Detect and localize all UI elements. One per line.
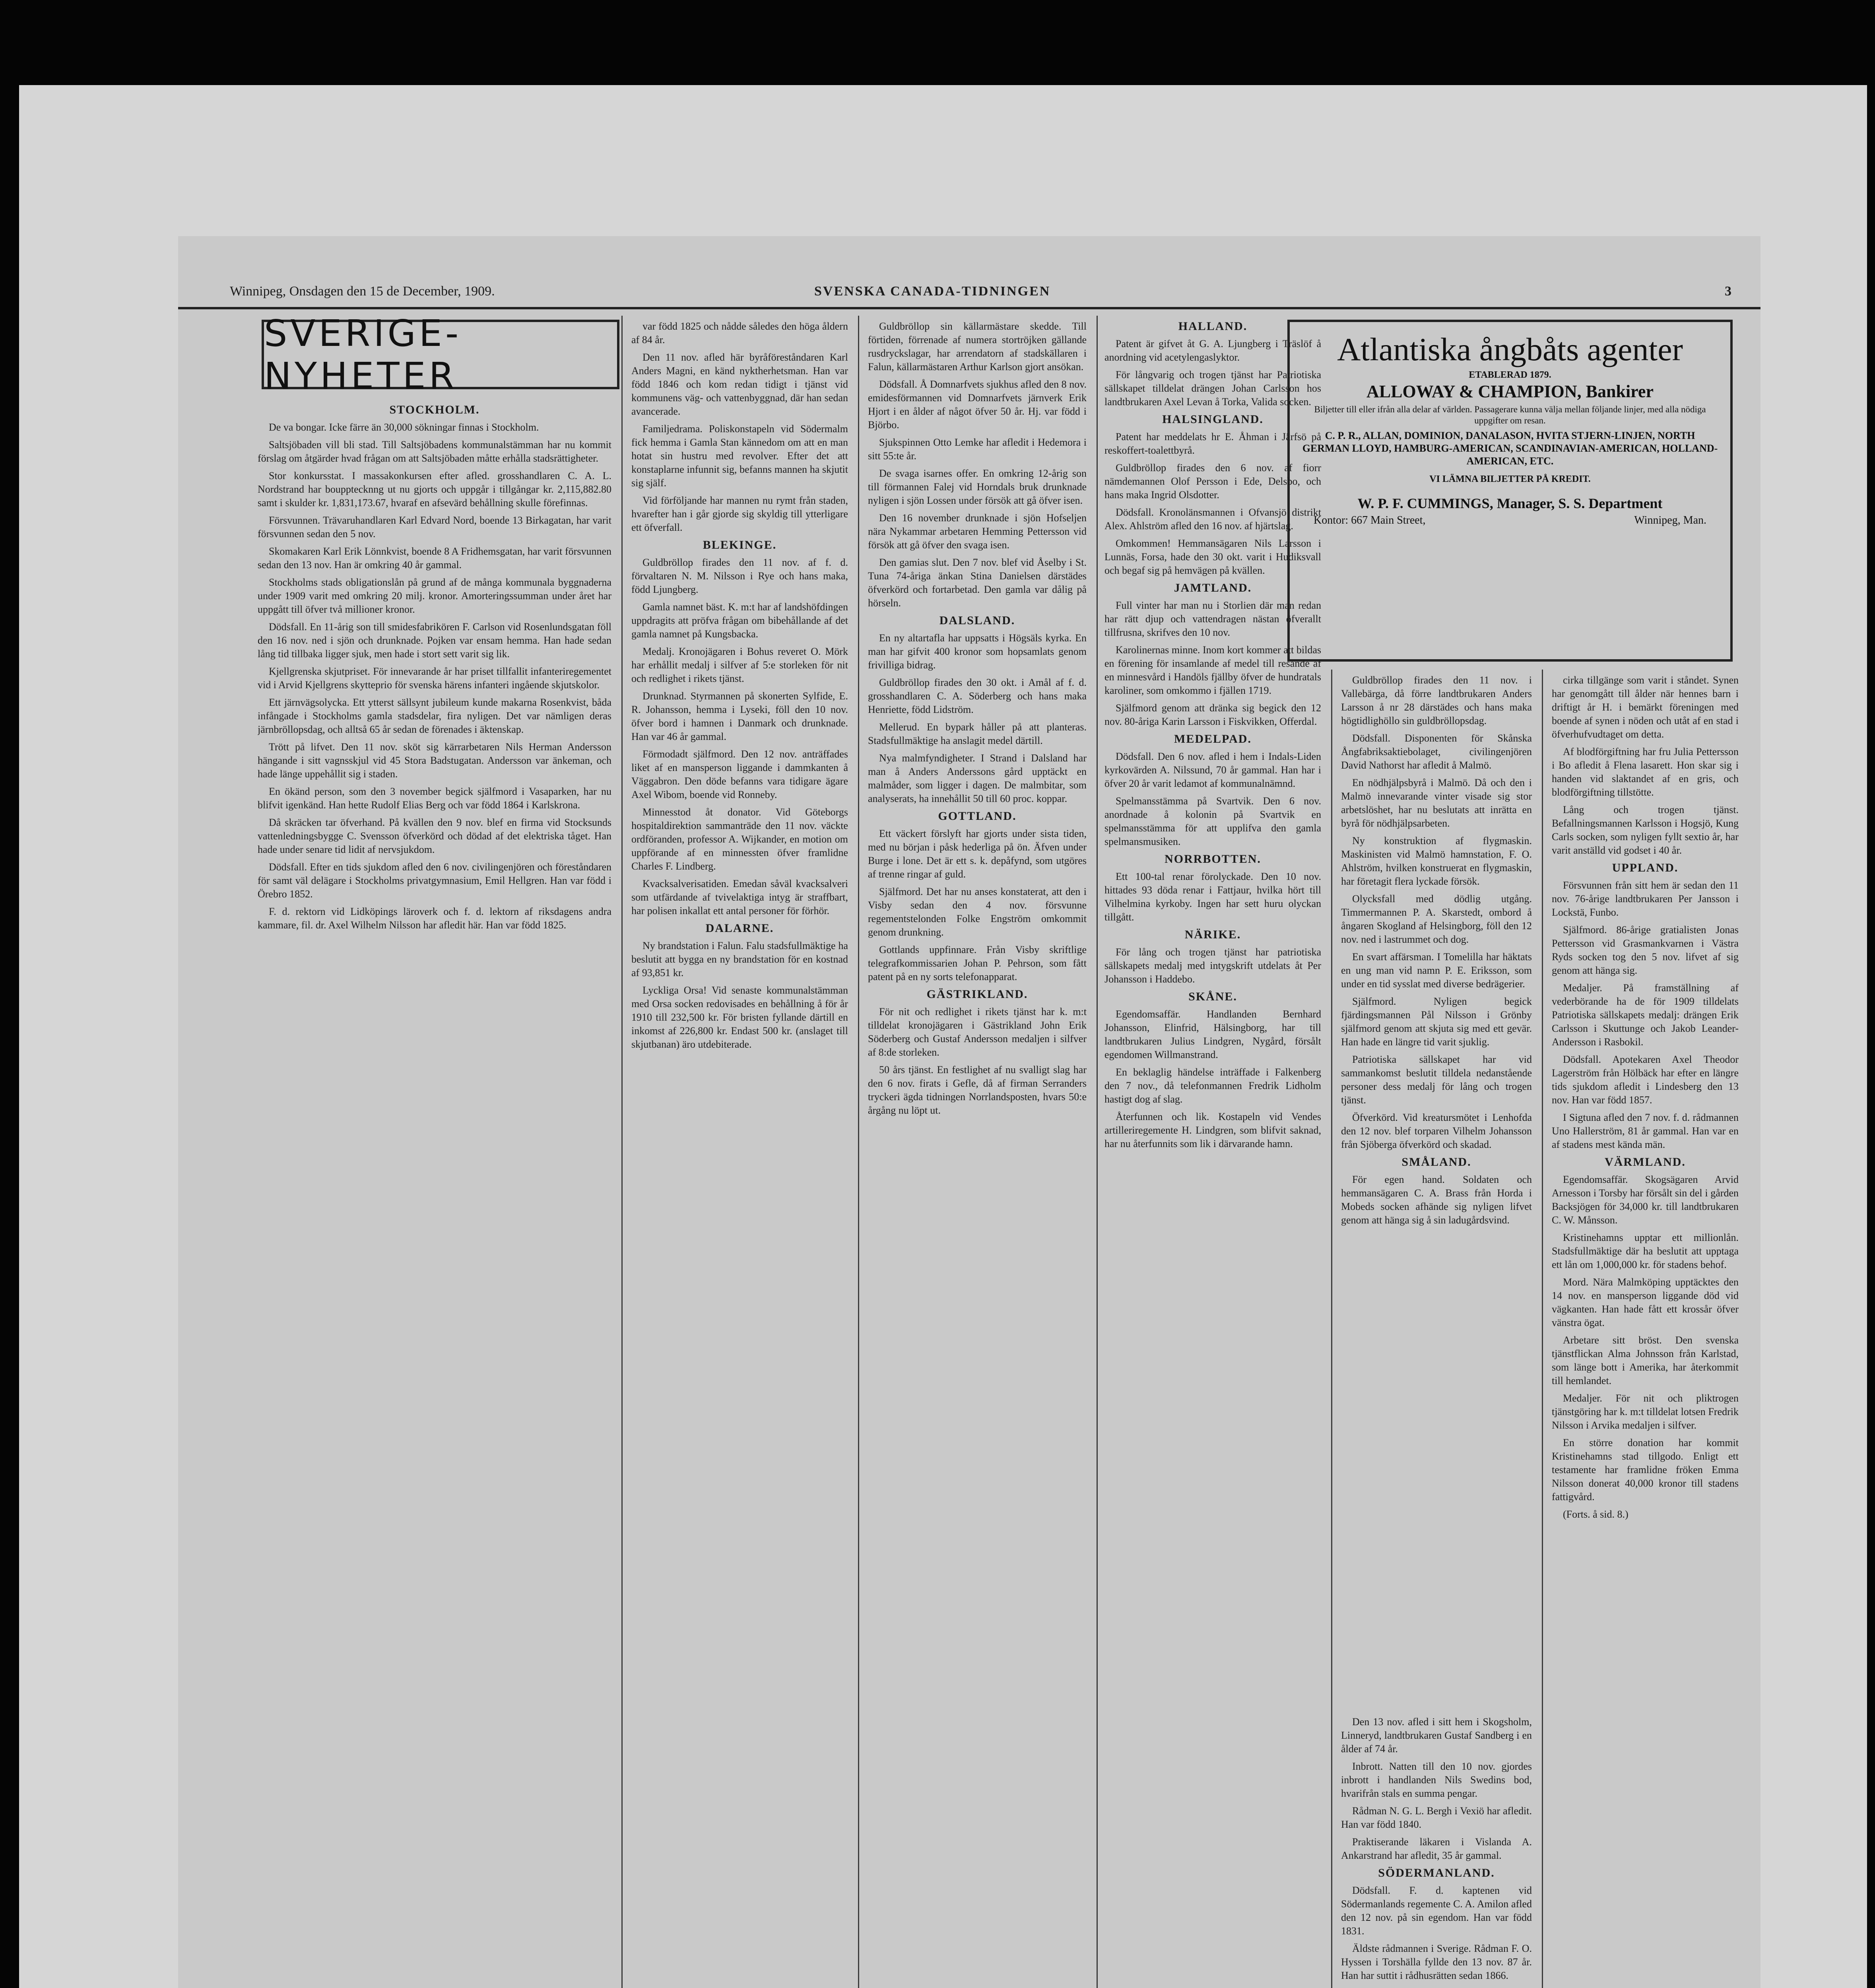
news-paragraph: Dödsfall. Kronolänsmannen i Ofvansjö distrikt Alex. Ahlström afled den 16 nov. af hjärtslag. (1104, 507, 1321, 532)
news-paragraph: Skomakaren Karl Erik Lönnkvist, boende 8 A Fridhemsgatan, har varit försvunnen sedan den 13 nov. Han är omkring 40 år gammal. (258, 546, 611, 571)
news-paragraph: Den gamias slut. Den 7 nov. blef vid Åselby i St. Tuna 74-åriga änkan Stina Danielsen därstädes öfverkörd och fortarbetad. Den gamla var dålig på hörseln. (868, 557, 1087, 609)
news-paragraph: Rådman N. G. L. Bergh i Vexiö har afledit. Han var född 1840. (1341, 1805, 1532, 1830)
news-paragraph: Sjukspinnen Otto Lemke har afledit i Hedemora i sitt 55:te år. (868, 437, 1087, 462)
news-paragraph: Guldbröllop firades den 30 okt. i Amål af f. d. grosshandlaren C. A. Söderberg och hans maka Henriette, född Lidström. (868, 677, 1087, 715)
section-heading: BLEKINGE. (703, 538, 777, 551)
news-paragraph: Dödsfall. F. d. kaptenen vid Södermanlands regemente C. A. Amilon afled den 12 nov. på sin egendom. Han var född 1831. (1341, 1885, 1532, 1937)
column-3 (868, 320, 1087, 1988)
section-heading: SMÅLAND. (1401, 1155, 1471, 1169)
news-paragraph: Mord. Nära Malmköping upptäcktes den 14 nov. en mansperson liggande död vid vägkanten. Han hade fått ett krossår öfver vänstra ögat. (1552, 1276, 1739, 1328)
news-paragraph: Medaljer. För nit och pliktrogen tjänstgöring har k. m:t tilldelat lotsen Fredrik Nilsson i Arvika medaljen i silfver. (1552, 1392, 1739, 1431)
section-heading: JAMTLAND. (1174, 581, 1252, 594)
news-paragraph: Mellerud. En bypark håller på att planteras. Stadsfullmäktige ha anslagit medel därtill. (868, 721, 1087, 746)
news-paragraph: F. d. rektorn vid Lidköpings läroverk och f. d. lektorn af riksdagens andra kammare, fil. dr. Axel Wilhelm Nilsson har afledit här. Han var född 1825. (258, 906, 611, 931)
ad-city: Winnipeg, Man. (1634, 514, 1706, 526)
ad-intro: Biljetter till eller ifrån alla delar af världen. Passagerare kunna välja mellan följande linjer, med alla nödiga uppgifter om resan. (1314, 404, 1706, 425)
news-paragraph: Vid förföljande har mannen nu rymt från staden, hvarefter han i går gjorde sig skyldig till ytterligare ett öfverfall. (631, 495, 848, 533)
column-divider (1542, 670, 1543, 1988)
news-paragraph: De va bongar. Icke färre än 30,000 sökningar finnas i Stockholm. (269, 421, 539, 433)
news-paragraph: Olycksfall med dödlig utgång. Timmermannen P. A. Skarstedt, ombord å ångaren Skogland af Helsingborg, föll den 12 nov. ned i lastrummet och dog. (1341, 893, 1532, 945)
news-paragraph: Guldbröllop firades den 6 nov. af fiorr nämdemannen Olof Persson i Ede, Delsbo, och hans maka Ingrid Olsdotter. (1104, 462, 1321, 501)
news-paragraph: Ett 100-tal renar förolyckade. Den 10 nov. hittades 93 döda renar i Fattjaur, hvilka hört till Vilhelmina kyrkoby. Ingen har sett huru olyckan tillgått. (1104, 871, 1321, 923)
news-paragraph: Trött på lifvet. Den 11 nov. sköt sig kärrarbetaren Nils Herman Andersson hängande i sitt vagnsskjul vid 45 Stora Badstugatan. Andersson var änkeman, och hade länge uppehållit sig i staden. (258, 741, 611, 780)
news-paragraph: Ett väckert förslyft har gjorts under sista tiden, med nu början i påsk hederliga på ön. Äfven under Burge i lone. Det är ett s. k. depåfynd, som utgöres af trenne ringar af guld. (868, 828, 1087, 880)
news-paragraph: En ökänd person, som den 3 november begick själfmord i Vasaparken, har nu blifvit igenkänd. Han hette Rudolf Elias Berg och var född 1864 i Karlskrona. (258, 786, 611, 811)
news-paragraph: var född 1825 och nådde således den höga åldern af 84 år. (631, 320, 848, 346)
ad-firm: ALLOWAY & CHAMPION, Bankirer (1366, 382, 1654, 401)
ad-established: ETABLERAD 1879. (1469, 370, 1551, 380)
news-paragraph: För lång och trogen tjänst har patriotiska sällskapets medalj med intygskrift utdelats åt Per Johansson i Haddebo. (1104, 946, 1321, 985)
news-paragraph: (Forts. å sid. 8.) (1563, 1508, 1628, 1520)
dateline: Winnipeg, Onsdagen den 15 de December, 1909. (230, 284, 495, 299)
section-heading: MEDELPAD. (1174, 732, 1252, 746)
news-paragraph: Patent är gifvet åt G. A. Ljungberg i Träslöf å anordning vid acetylengaslyktor. (1104, 338, 1321, 363)
news-paragraph: Patent har meddelats hr E. Åhman i Järfsö på reskoffert-toalettbyrå. (1104, 431, 1321, 456)
news-paragraph: Arbetare sitt bröst. Den svenska tjänstflickan Alma Johnsson från Karlstad, som länge bott i Amerika, har återkommit till hemlandet. (1552, 1334, 1739, 1386)
news-paragraph: Gottlands uppfinnare. Från Visby skriftlige telegrafkommissarien Johan P. Pehrson, som fått patent på en ny sorts telefonapparat. (868, 944, 1087, 982)
column-divider (621, 316, 623, 1988)
news-paragraph: Spelmansstämma på Svartvik. Den 6 nov. anordnade å kolonin på Svartvik en spelmansstämma för att upplifva den gamla spelmansmusiken. (1104, 795, 1321, 847)
news-paragraph: Ett järnvägsolycka. Ett ytterst sällsynt jubileum kunde makarna Rosenkvist, båda infångade i Stockholms gamla stadsdelar, fira nyligen. Det var nämligen deras järnbröllopsdag, och alltså 65 år sedan de förenades i äktenskap. (258, 697, 611, 735)
column-divider (1331, 670, 1332, 1988)
news-paragraph: Lång och trogen tjänst. Befallningsmannen Karlsson i Hogsjö, Kung Carls socken, som nyligen fyllt sextio år, har varit anställd vid godset i 40 år. (1552, 804, 1739, 856)
column-5 (1341, 674, 1532, 1707)
news-paragraph: Förmodadt själfmord. Den 12 nov. anträffades liket af en mansperson liggande i dammkanten å Väggabron. Den döde befanns vara tidigare ägare Axel Wibom, boende vid Ronneby. (631, 748, 848, 800)
column-6 (1552, 674, 1739, 1988)
news-paragraph: En större donation har kommit Kristinehamns stad tillgodo. Enligt ett testamente har framlidne fröken Emma Nilsson donerat 40,000 kronor till stadens fattigvård. (1552, 1437, 1739, 1503)
section-heading: GÄSTRIKLAND. (926, 988, 1028, 1001)
column-4 (1104, 320, 1321, 1988)
column-5-continued (1341, 1715, 1532, 1988)
news-paragraph: Dödsfall. Efter en tids sjukdom afled den 6 nov. civilingenjören och föreståndaren för samt väl delägare i Stockholms privatgymnasium, Emil Hellgren. Han var född i Örebro 1852. (258, 861, 611, 900)
news-paragraph: Den 13 nov. afled i sitt hem i Skogsholm, Linneryd, landtbrukaren Gustaf Sandberg i en ålder af 74 år. (1341, 1716, 1532, 1755)
microfilm-frame (19, 85, 1867, 1988)
shipping-agents-advertisement (1287, 320, 1733, 662)
news-paragraph: För egen hand. Soldaten och hemmansägaren C. A. Brass från Horda i Mobeds socken afhände sig nyligen lifvet genom att hänga sig å sin ladugårdsvind. (1341, 1174, 1532, 1226)
ad-address (1290, 512, 1730, 529)
ad-office: Kontor: 667 Main Street, (1314, 514, 1426, 526)
news-paragraph: Praktiserande läkaren i Vislanda A. Ankarstrand har afledit, 35 år gammal. (1341, 1836, 1532, 1861)
news-paragraph: cirka tillgänge som varit i ståndet. Synen har genomgått till ålder när hennes barn i driftigt år H. i bemärkt föreningen med boende af synen i nöden och utåt af en stad i öfverhufvudtaget om detta. (1552, 674, 1739, 740)
section-heading: VÄRMLAND. (1605, 1155, 1686, 1169)
news-paragraph: Själfmord. Nyligen begick fjärdingsmannen Pål Nilsson i Grönby själfmord genom att skjuta sig med ett gevär. Han hade en längre tid varit sjuklig. (1341, 996, 1532, 1048)
news-paragraph: Dödsfall. Den 6 nov. afled i hem i Indals-Liden kyrkovärden A. Nilssund, 70 år gammal. Han har i öfver 20 år varit ledamot af kommunalnämnd. (1104, 751, 1321, 789)
news-paragraph: Återfunnen och lik. Kostapeln vid Vendes artilleriregemente H. Lindgren, som blifvit saknad, har nu återfunnits som lik i därvarande hamn. (1104, 1111, 1321, 1149)
news-paragraph: Inbrott. Natten till den 10 nov. gjordes inbrott i handlanden Nils Swedins bod, hvarifrån stals en summa pengar. (1341, 1761, 1532, 1799)
ad-manager: W. P. F. CUMMINGS, Manager, S. S. Department (1357, 495, 1663, 511)
news-paragraph: Medaljer. På framställning af vederbörande ha de för 1909 tilldelats Patriotiska sällskapets medalj: drängen Erik Carlsson i Skuttunge och Jakob Leander-Andersson i Rasbokil. (1552, 982, 1739, 1048)
column-divider (858, 316, 859, 1988)
news-paragraph: Själfmord. 86-årige gratialisten Jonas Pettersson vid Grasmankvarnen i Västra Ryds socken tog den 5 nov. lifvet af sig genom att hänga sig. (1552, 924, 1739, 976)
page-number: 3 (1725, 284, 1731, 299)
news-paragraph: Patriotiska sällskapet har vid sammankomst beslutit tilldela nedanstående personer dess medalj för lång och trogen tjänst. (1341, 1054, 1532, 1106)
news-paragraph: Stor konkursstat. I massakonkursen efter afled. grosshandlaren C. A. L. Nordstrand har boupptecknng ut nu gjorts och uppgår i tillgångar kr. 2,115,882.80 samt i skulder kr. 1,831,173.67, hvaraf en afsevärd behållning skulle förefinnas. (258, 470, 611, 509)
news-paragraph: Då skräcken tar öfverhand. På kvällen den 9 nov. blef en firma vid Stocksunds vattenledningsbygge C. Svensson öfverkörd och dödad af det elektriska tåget. Han hade under senare tid lidit af nervsjukdom. (258, 817, 611, 855)
news-paragraph: Af blodförgiftning har fru Julia Pettersson i Bo afledit å Flena lasarett. Hon skar sig i handen vid slaktandet af en gris, och blodförgiftning tillstötte. (1552, 746, 1739, 798)
news-paragraph: Ny konstruktion af flygmaskin. Maskinisten vid Malmö hamnstation, F. O. Ahlström, hvilken konstruerat en flygmaskin, har företagit flera lyckade försök. (1341, 835, 1532, 887)
section-heading: SKÅNE. (1188, 990, 1237, 1003)
news-paragraph: 50 års tjänst. En festlighet af nu svalligt slag har den 6 nov. firats i Gefle, då af firman Serranders tryckeri ägda tidningen Norrlandsposten, hvars 50:e årgång nu löpt ut. (868, 1064, 1087, 1116)
news-paragraph: Guldbröllop firades den 11 nov. i Vallebärga, då förre landtbrukaren Anders Larsson å nr 28 därstädes och hans maka högtidlighöllo sin guldbröllopsdag. (1341, 674, 1532, 726)
news-paragraph: För långvarig och trogen tjänst har Patriotiska sällskapet tilldelat drängen Johan Carlsson hos landtbrukaren Axel Levan å Torka, Valida socken. (1104, 369, 1321, 408)
section-title: SVERIGE-NYHETER (264, 312, 462, 397)
column-2 (631, 320, 848, 1988)
news-paragraph: Gamla namnet bäst. K. m:t har af landshöfdingen uppdragits att pröfva frågan om bibehållande af det gamla namnet på Kungsbacka. (631, 601, 848, 640)
section-heading: DALSLAND. (939, 614, 1015, 627)
ad-title: Atlantiska ångbåts agenter (1337, 331, 1683, 367)
section-heading: HALLAND. (1178, 320, 1248, 333)
section-heading: STOCKHOLM. (389, 403, 480, 416)
news-paragraph: Dödsfall. Apotekaren Axel Theodor Lagerström från Hölbäck har efter en längre tids sjukdom afledit i Lindesberg den 13 nov. Han var född 1857. (1552, 1054, 1739, 1106)
news-paragraph: Minnesstod åt donator. Vid Göteborgs hospitaldirektion sammanträde den 11 nov. väckte ordföranden, professor A. Wijkander, en motion om uppförande af en minnessten öfver framlidne Charles F. Lindberg. (631, 806, 848, 872)
ad-credit: VI LÄMNA BILJETTER PÅ KREDIT. (1429, 474, 1591, 484)
news-paragraph: Guldbröllop firades den 11 nov. af f. d. förvaltaren N. M. Nilsson i Rye och hans maka, född Ljungberg. (631, 557, 848, 595)
news-paragraph: Kjellgrenska skjutpriset. För innevarande år har priset tillfallit infanteriregementet vid i Arvid Kjellgrens skytteprio för svenska härens infanteri ingående skjutskolor. (258, 666, 611, 691)
column-1 (258, 403, 611, 1988)
news-paragraph: Själfmord. Det har nu anses konstaterat, att den i Visby sedan den 4 nov. försvunne regementstelonden Folke Engström omkommit genom drunkning. (868, 886, 1087, 938)
news-paragraph: Drunknad. Styrmannen på skonerten Sylfide, E. R. Johansson, hemma i Lyseki, föll den 10 nov. öfver bord i hamnen i Danmark och drunknade. Han var 46 år gammal. (631, 690, 848, 742)
news-paragraph: Lyckliga Orsa! Vid senaste kommunalstämman med Orsa socken redovisades en behållning å för år 1910 till 232,500 kr. För bristen fyllande därtill en inkomst af 226,800 kr. Endast 500 kr. (anslaget till skjutbanan) äro utdebiterade. (631, 984, 848, 1050)
section-heading: HALSINGLAND. (1162, 413, 1264, 426)
section-heading: NORRBOTTEN. (1165, 852, 1261, 866)
section-heading: DALARNE. (705, 922, 774, 935)
news-paragraph: De svaga isarnes offer. En omkring 12-årig son till förmannen Falej vid Horndals bruk drunknade nyligen i sjön Lossen under försök att gå öfver isen. (868, 468, 1087, 506)
news-paragraph: Själfmord genom att dränka sig begick den 12 nov. 80-åriga Karin Larsson i Fiskvikken, Offerdal. (1104, 702, 1321, 727)
news-paragraph: Karolinernas minne. Inom kort kommer att bildas en förening för insamlande af medel till resande af en minnesvård i Handöls fjällby öfver de hundratals karoliner, som omkommo i fjällen 1719. (1104, 644, 1321, 696)
news-paragraph: Äldste rådmannen i Sverige. Rådman F. O. Hyssen i Torshälla fyllde den 13 nov. 87 år. Han har suttit i rådhusrätten sedan 1866. (1341, 1943, 1532, 1981)
column-divider (1097, 316, 1098, 1988)
news-paragraph: Medalj. Kronojägaren i Bohus reveret O. Mörk har erhållit medalj i silfver af 5:e storleken för nit och redlighet i rikets tjänst. (631, 646, 848, 684)
news-paragraph: Ny brandstation i Falun. Falu stadsfullmäktige ha beslutit att bygga en ny brandstation för en kostnad af 93,851 kr. (631, 940, 848, 978)
ad-lines: C. P. R., ALLAN, DOMINION, DANALASON, HVITA STJERN-LINJEN, NORTH GERMAN LLOYD, HAMBURG-AMERICAN, SCANDINAVIAN-AMERICAN, HOLLAND-AMERICAN, ETC. (1302, 430, 1718, 467)
news-paragraph: Öfverkörd. Vid kreatursmötet i Lenhofda den 12 nov. blef torparen Vilhelm Johansson från Sjöberga öfverkörd och skadad. (1341, 1112, 1532, 1150)
news-paragraph: Dödsfall. Disponenten för Skånska Ångfabriksaktiebolaget, civilingenjören David Nathorst har afledit å Malmö. (1341, 732, 1532, 771)
news-paragraph: Nya malmfyndigheter. I Strand i Dalsland har man å Anders Anderssons gård upptäckt en malmåder, som ligger i dagen. De malmbitar, som analyserats, ha innehållit 50 till 60 proc. koppar. (868, 752, 1087, 804)
news-paragraph: Dödsfall. En 11-årig son till smidesfabrikören F. Carlson vid Rosenlundsgatan föll den 16 nov. ned i sjön och drunknade. Pojken var ensam hemma. Han hade sedan lång tid tillbaka ligger sjuk, men hade i stort sett varit sig lik. (258, 621, 611, 660)
news-paragraph: En ny altartafla har uppsatts i Högsäls kyrka. En man har gifvit 400 kronor som hopsamlats genom frivilliga bidrag. (868, 632, 1087, 671)
news-paragraph: Kristinehamns upptar ett millionlån. Stadsfullmäktige där ha beslutit att upptaga ett lån om 1,000,000 kr. för stadens behof. (1552, 1232, 1739, 1270)
news-paragraph: Omkommen! Hemmansägaren Nils Larsson i Lunnäs, Forsa, hade den 30 okt. varit i Hudiksvall och begaf sig på hemvägen på kvällen. (1104, 538, 1321, 576)
section-heading: GOTTLAND. (938, 810, 1017, 823)
news-paragraph: Försvunnen från sitt hem är sedan den 11 nov. 76-årige landtbrukaren Per Jansson i Lockstä, Funbo. (1552, 879, 1739, 918)
news-paragraph: Stockholms stads obligationslån på grund af de många kommunala byggnaderna under 1909 varit med omkring 20 milj. kronor. Amorteringssumman under året har uppgått till öfver två millioner kronor. (258, 577, 611, 615)
news-paragraph: Saltsjöbaden vill bli stad. Till Saltsjöbadens kommunalstämman har nu kommit förslag om åtgärder hvad frågan om att Saltsjöbaden måtte erhålla stadsrättigheter. (258, 439, 611, 464)
news-paragraph: Full vinter har man nu i Storlien där man redan har rätt djup och vattendragen nästan öfverallt tillfrusna, skrifves den 10 nov. (1104, 600, 1321, 638)
news-paragraph: Egendomsaffär. Skogsägaren Arvid Arnesson i Torsby har försålt sin del i gården Backsjögen för 34,000 kr. till landtbrukaren C. W. Månsson. (1552, 1174, 1739, 1226)
section-heading: NÄRIKE. (1184, 928, 1241, 941)
news-paragraph: En nödhjälpsbyrå i Malmö. Då och den i Malmö innevarande vinter visade sig stor arbetslöshet, har nu beslutats att inrätta en byrå för nödhjälpsarbeten. (1341, 777, 1532, 829)
news-paragraph: För nit och redlighet i rikets tjänst har k. m:t tilldelat kronojägaren i Gästrikland John Erik Söderberg och Gustaf Andersson medaljen i silfver af 8:de storleken. (868, 1006, 1087, 1058)
news-paragraph: I Sigtuna afled den 7 nov. f. d. rådmannen Uno Hallerström, 81 år gammal. Han var en af stadens mest kända män. (1552, 1112, 1739, 1150)
header-rule (178, 307, 1760, 309)
news-paragraph: Guldbröllop sin källarmästare skedde. Till förtiden, förrenade af numera stortröjken gällande rusdryckslagar, har arrendatorn af stadskällaren i Falun, källarmästaren Arthur Karlson gjort ansökan. (868, 320, 1087, 373)
news-paragraph: En svart affärsman. I Tomelilla har häktats en ung man vid namn P. E. Eriksson, som under en tid sysslat med diverse bedrägerier. (1341, 951, 1532, 990)
news-paragraph: Försvunnen. Trävaruhandlaren Karl Edvard Nord, boende 13 Birkagatan, har varit försvunnen sedan den 5 nov. (258, 514, 611, 540)
masthead: SVENSKA CANADA-TIDNINGEN (814, 284, 1051, 299)
section-heading: UPPLAND. (1612, 861, 1679, 874)
section-title-box (262, 312, 619, 397)
news-paragraph: Dödsfall. Å Domnarfvets sjukhus afled den 8 nov. emidesförmannen vid Domnarfvets järnverk Erik Hjort i en ålder af något öfver 50 år. Hj. var född i Björbo. (868, 379, 1087, 431)
news-paragraph: Familjedrama. Poliskonstapeln vid Södermalm fick hemma i Gamla Stan kännedom om att en man hotat sin hustru med revolver. Efter det att konstaplarne infunnit sig, befanns mannen ha skjutit sig själf. (631, 423, 848, 489)
news-paragraph: En beklaglig händelse inträffade i Falkenberg den 7 nov., då telefonmannen Fredrik Lidholm hastigt dog af slag. (1104, 1066, 1321, 1105)
news-paragraph: Egendomsaffär. Handlanden Bernhard Johansson, Elinfrid, Hälsingborg, har till landtbrukaren Julius Lindgren, Nygård, försålt egendomen Willmanstrand. (1104, 1008, 1321, 1060)
news-paragraph: Den 16 november drunknade i sjön Hofseljen nära Nykammar arbetaren Hemming Pettersson vid försök att gå öfver den svaga isen. (868, 512, 1087, 551)
section-heading: SÖDERMANLAND. (1378, 1866, 1495, 1879)
news-paragraph: Den 11 nov. afled här byråföreståndaren Karl Anders Magni, en känd nyktherhetsman. Han var född 1846 och kom redan tidigt i tjänst vid kommunens väg- och vattenbyggnad, där han sedan avancerade. (631, 351, 848, 417)
newspaper-page (178, 236, 1760, 1988)
news-paragraph: Kvacksalverisatiden. Emedan såväl kvacksalveri som utfärdande af tvivelaktiga intyg är straffbart, har polisen inkallat ett antal personer för förhör. (631, 878, 848, 916)
